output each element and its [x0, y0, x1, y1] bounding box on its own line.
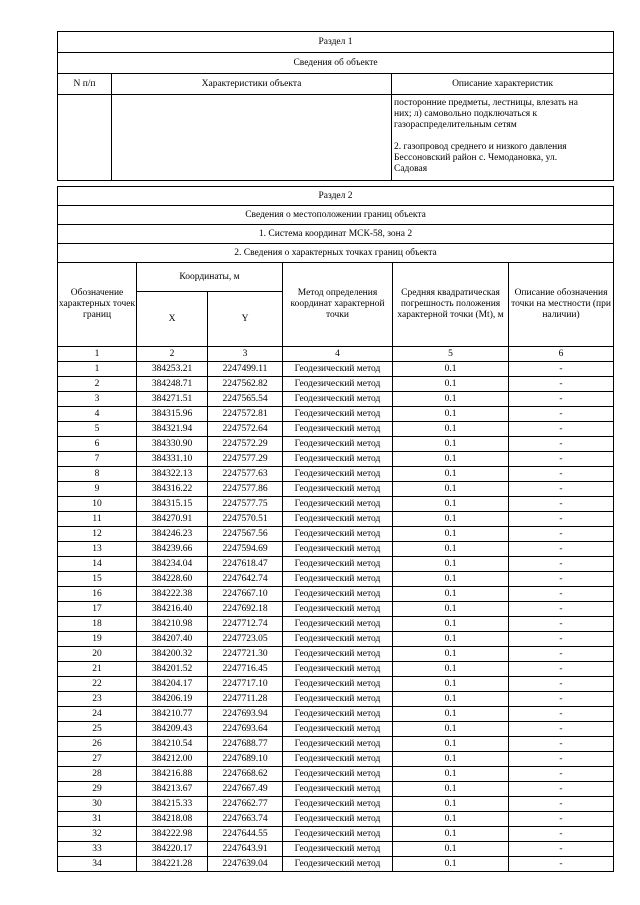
mt-cell: 0.1 — [393, 542, 509, 557]
description-cell: - — [509, 602, 614, 617]
mt-cell: 0.1 — [393, 437, 509, 452]
col-header-number: N п/п — [58, 74, 112, 95]
description-line: них; л) самовольно подключаться к — [394, 109, 538, 119]
description-cell: - — [509, 392, 614, 407]
description-cell: - — [509, 422, 614, 437]
coord-x: 384316.22 — [137, 482, 208, 497]
coord-x: 384213.67 — [137, 782, 208, 797]
coord-system: 1. Система координат МСК-58, зона 2 — [58, 225, 614, 244]
header-y: Y — [208, 292, 283, 347]
method-cell: Геодезический метод — [283, 797, 393, 812]
method-cell: Геодезический метод — [283, 407, 393, 422]
method-cell: Геодезический метод — [283, 662, 393, 677]
table-row — [58, 572, 614, 587]
point-number: 4 — [58, 407, 137, 422]
coord-x: 384215.33 — [137, 797, 208, 812]
point-number: 16 — [58, 587, 137, 602]
description-cell: - — [509, 617, 614, 632]
section2-title: Раздел 2 — [58, 187, 614, 206]
coord-x: 384234.04 — [137, 557, 208, 572]
method-cell: Геодезический метод — [283, 392, 393, 407]
table-row — [58, 482, 614, 497]
point-number: 34 — [58, 857, 137, 872]
description-cell: - — [509, 842, 614, 857]
mt-cell: 0.1 — [393, 737, 509, 752]
point-number: 27 — [58, 752, 137, 767]
point-number: 11 — [58, 512, 137, 527]
description-cell: - — [509, 812, 614, 827]
coord-x: 384210.98 — [137, 617, 208, 632]
header-coordinates: Координаты, м — [137, 263, 283, 292]
method-cell: Геодезический метод — [283, 557, 393, 572]
mt-cell: 0.1 — [393, 707, 509, 722]
section1-subtitle: Сведения об объекте — [58, 53, 614, 74]
coord-y: 2247667.10 — [208, 587, 283, 602]
coord-y: 2247662.77 — [208, 797, 283, 812]
coord-x: 384239.66 — [137, 542, 208, 557]
method-cell: Геодезический метод — [283, 587, 393, 602]
description-cell: - — [509, 497, 614, 512]
method-cell: Геодезический метод — [283, 572, 393, 587]
method-cell: Геодезический метод — [283, 812, 393, 827]
table-row — [58, 752, 614, 767]
coord-y: 2247577.63 — [208, 467, 283, 482]
point-number: 5 — [58, 422, 137, 437]
coord-y: 2247712.74 — [208, 617, 283, 632]
column-number: 5 — [393, 347, 509, 362]
coord-y: 2247618.47 — [208, 557, 283, 572]
coord-y: 2247723.05 — [208, 632, 283, 647]
mt-cell: 0.1 — [393, 482, 509, 497]
mt-cell: 0.1 — [393, 392, 509, 407]
coord-y: 2247693.94 — [208, 707, 283, 722]
mt-cell: 0.1 — [393, 617, 509, 632]
mt-cell: 0.1 — [393, 767, 509, 782]
coord-x: 384248.71 — [137, 377, 208, 392]
description-cell: - — [509, 512, 614, 527]
coord-y: 2247642.74 — [208, 572, 283, 587]
mt-cell: 0.1 — [393, 842, 509, 857]
coord-x: 384204.17 — [137, 677, 208, 692]
description-line: 2. газопровод среднего и низкого давления — [394, 142, 567, 152]
coord-y: 2247577.75 — [208, 497, 283, 512]
col-header-characteristics: Характеристики объекта — [112, 74, 392, 95]
point-number: 6 — [58, 437, 137, 452]
mt-cell: 0.1 — [393, 587, 509, 602]
mt-cell: 0.1 — [393, 467, 509, 482]
table-row — [58, 662, 614, 677]
coord-x: 384216.88 — [137, 767, 208, 782]
table-row — [58, 587, 614, 602]
coord-x: 384253.21 — [137, 362, 208, 377]
table-row — [58, 692, 614, 707]
column-numbers-row — [58, 347, 614, 362]
point-number: 1 — [58, 362, 137, 377]
coord-y: 2247499.11 — [208, 362, 283, 377]
description-cell: - — [509, 557, 614, 572]
point-number: 20 — [58, 647, 137, 662]
coord-x: 384220.17 — [137, 842, 208, 857]
method-cell: Геодезический метод — [283, 722, 393, 737]
point-number: 25 — [58, 722, 137, 737]
section2-table — [57, 186, 614, 872]
method-cell: Геодезический метод — [283, 482, 393, 497]
method-cell: Геодезический метод — [283, 617, 393, 632]
method-cell: Геодезический метод — [283, 857, 393, 872]
description-cell: - — [509, 797, 614, 812]
table-row — [58, 407, 614, 422]
coord-x: 384216.40 — [137, 602, 208, 617]
point-number: 18 — [58, 617, 137, 632]
point-number: 12 — [58, 527, 137, 542]
point-number: 24 — [58, 707, 137, 722]
table-row — [58, 557, 614, 572]
points-title: 2. Сведения о характерных точках границ объекта — [58, 244, 614, 263]
mt-cell: 0.1 — [393, 632, 509, 647]
description-cell: - — [509, 377, 614, 392]
coord-x: 384315.96 — [137, 407, 208, 422]
description-cell: - — [509, 782, 614, 797]
method-cell: Геодезический метод — [283, 632, 393, 647]
coord-x: 384201.52 — [137, 662, 208, 677]
coord-y: 2247721.30 — [208, 647, 283, 662]
method-cell: Геодезический метод — [283, 737, 393, 752]
section1-title: Раздел 1 — [58, 32, 614, 53]
coord-y: 2247663.74 — [208, 812, 283, 827]
coord-x: 384212.00 — [137, 752, 208, 767]
table-row — [58, 767, 614, 782]
method-cell: Геодезический метод — [283, 767, 393, 782]
table-row — [58, 842, 614, 857]
method-cell: Геодезический метод — [283, 602, 393, 617]
table-row — [58, 782, 614, 797]
table-row — [58, 392, 614, 407]
mt-cell: 0.1 — [393, 377, 509, 392]
coord-y: 2247572.64 — [208, 422, 283, 437]
table-row — [58, 677, 614, 692]
mt-cell: 0.1 — [393, 362, 509, 377]
description-cell: - — [509, 467, 614, 482]
column-number: 3 — [208, 347, 283, 362]
coord-x: 384221.28 — [137, 857, 208, 872]
mt-cell: 0.1 — [393, 692, 509, 707]
col-header-description: Описание характеристик — [392, 74, 614, 95]
description-line: газораспределительным сетям — [394, 120, 517, 130]
table-row — [58, 377, 614, 392]
mt-cell: 0.1 — [393, 452, 509, 467]
coord-y: 2247577.86 — [208, 482, 283, 497]
description-cell: - — [509, 452, 614, 467]
mt-cell: 0.1 — [393, 647, 509, 662]
coord-x: 384222.98 — [137, 827, 208, 842]
coord-y: 2247667.49 — [208, 782, 283, 797]
mt-cell: 0.1 — [393, 827, 509, 842]
method-cell: Геодезический метод — [283, 377, 393, 392]
mt-cell: 0.1 — [393, 512, 509, 527]
point-number: 14 — [58, 557, 137, 572]
point-number: 3 — [58, 392, 137, 407]
row-number-cell — [58, 95, 112, 181]
description-cell: - — [509, 767, 614, 782]
description-line: Бессоновский район с. Чемодановка, ул. — [394, 153, 558, 163]
point-number: 8 — [58, 467, 137, 482]
description-cell: - — [509, 572, 614, 587]
header-designation: Обозначение характерных точек границ — [58, 263, 137, 347]
method-cell: Геодезический метод — [283, 422, 393, 437]
description-cell: - — [509, 827, 614, 842]
table-row — [58, 452, 614, 467]
point-number: 7 — [58, 452, 137, 467]
header-method: Метод определения координат характерной точки — [283, 263, 393, 347]
description-cell: - — [509, 707, 614, 722]
coord-x: 384321.94 — [137, 422, 208, 437]
section2-subtitle: Сведения о местоположении границ объекта — [58, 206, 614, 225]
method-cell: Геодезический метод — [283, 542, 393, 557]
mt-cell: 0.1 — [393, 662, 509, 677]
header-description: Описание обозначения точки на местности (при наличии) — [509, 263, 614, 347]
mt-cell: 0.1 — [393, 812, 509, 827]
point-number: 33 — [58, 842, 137, 857]
coord-x: 384246.23 — [137, 527, 208, 542]
description-cell: - — [509, 407, 614, 422]
table-row — [58, 617, 614, 632]
coord-y: 2247577.29 — [208, 452, 283, 467]
column-number: 6 — [509, 347, 614, 362]
method-cell: Геодезический метод — [283, 467, 393, 482]
coord-x: 384228.60 — [137, 572, 208, 587]
method-cell: Геодезический метод — [283, 752, 393, 767]
column-number: 2 — [137, 347, 208, 362]
coord-y: 2247594.69 — [208, 542, 283, 557]
coord-x: 384209.43 — [137, 722, 208, 737]
coord-x: 384218.08 — [137, 812, 208, 827]
coord-x: 384200.32 — [137, 647, 208, 662]
point-number: 9 — [58, 482, 137, 497]
table-row — [58, 722, 614, 737]
point-number: 21 — [58, 662, 137, 677]
point-number: 17 — [58, 602, 137, 617]
description-cell: - — [509, 437, 614, 452]
point-number: 13 — [58, 542, 137, 557]
description-line: посторонние предметы, лестницы, влезать на — [394, 98, 578, 108]
mt-cell: 0.1 — [393, 752, 509, 767]
coord-y: 2247711.28 — [208, 692, 283, 707]
coord-x: 384210.54 — [137, 737, 208, 752]
coord-y: 2247565.54 — [208, 392, 283, 407]
coord-y: 2247717.10 — [208, 677, 283, 692]
coord-y: 2247689.10 — [208, 752, 283, 767]
coord-y: 2247572.29 — [208, 437, 283, 452]
mt-cell: 0.1 — [393, 677, 509, 692]
coord-x: 384271.51 — [137, 392, 208, 407]
coord-y: 2247716.45 — [208, 662, 283, 677]
mt-cell: 0.1 — [393, 602, 509, 617]
coord-y: 2247639.04 — [208, 857, 283, 872]
mt-cell: 0.1 — [393, 782, 509, 797]
mt-cell: 0.1 — [393, 422, 509, 437]
method-cell: Геодезический метод — [283, 647, 393, 662]
coord-y: 2247567.56 — [208, 527, 283, 542]
point-number: 19 — [58, 632, 137, 647]
method-cell: Геодезический метод — [283, 692, 393, 707]
description-cell: - — [509, 482, 614, 497]
point-number: 29 — [58, 782, 137, 797]
point-number: 32 — [58, 827, 137, 842]
mt-cell: 0.1 — [393, 572, 509, 587]
description-cell: - — [509, 587, 614, 602]
points-table-body — [58, 362, 614, 872]
table-row — [58, 812, 614, 827]
point-number: 10 — [58, 497, 137, 512]
description-cell: - — [509, 722, 614, 737]
table-row — [58, 632, 614, 647]
description-cell: - — [509, 692, 614, 707]
description-cell: - — [509, 632, 614, 647]
description-cell: - — [509, 527, 614, 542]
method-cell: Геодезический метод — [283, 362, 393, 377]
section1-table — [57, 31, 614, 181]
table-row — [58, 527, 614, 542]
point-number: 15 — [58, 572, 137, 587]
point-number: 2 — [58, 377, 137, 392]
coord-y: 2247644.55 — [208, 827, 283, 842]
mt-cell: 0.1 — [393, 557, 509, 572]
coord-y: 2247643.91 — [208, 842, 283, 857]
method-cell: Геодезический метод — [283, 782, 393, 797]
table-row — [58, 827, 614, 842]
coord-y: 2247562.82 — [208, 377, 283, 392]
method-cell: Геодезический метод — [283, 437, 393, 452]
column-number: 1 — [58, 347, 137, 362]
coord-y: 2247688.77 — [208, 737, 283, 752]
mt-cell: 0.1 — [393, 497, 509, 512]
header-x: X — [137, 292, 208, 347]
description-cell: - — [509, 752, 614, 767]
description-cell: - — [509, 647, 614, 662]
coord-x: 384322.13 — [137, 467, 208, 482]
method-cell: Геодезический метод — [283, 707, 393, 722]
coord-y: 2247570.51 — [208, 512, 283, 527]
table-row — [58, 707, 614, 722]
table-row — [58, 437, 614, 452]
coord-x: 384207.40 — [137, 632, 208, 647]
table-row — [58, 512, 614, 527]
row-description-cell — [392, 95, 614, 181]
coord-x: 384206.19 — [137, 692, 208, 707]
method-cell: Геодезический метод — [283, 527, 393, 542]
point-number: 26 — [58, 737, 137, 752]
description-cell: - — [509, 542, 614, 557]
mt-cell: 0.1 — [393, 407, 509, 422]
coord-x: 384270.91 — [137, 512, 208, 527]
table-row — [58, 422, 614, 437]
method-cell: Геодезический метод — [283, 497, 393, 512]
method-cell: Геодезический метод — [283, 842, 393, 857]
row-characteristics-cell — [112, 95, 392, 181]
table-row — [58, 602, 614, 617]
mt-cell: 0.1 — [393, 857, 509, 872]
description-cell: - — [509, 677, 614, 692]
point-number: 30 — [58, 797, 137, 812]
description-line: Садовая — [394, 164, 428, 174]
coord-y: 2247572.81 — [208, 407, 283, 422]
mt-cell: 0.1 — [393, 527, 509, 542]
method-cell: Геодезический метод — [283, 452, 393, 467]
description-cell: - — [509, 662, 614, 677]
coord-y: 2247693.64 — [208, 722, 283, 737]
mt-cell: 0.1 — [393, 797, 509, 812]
table-row — [58, 737, 614, 752]
description-cell: - — [509, 362, 614, 377]
coord-x: 384315.15 — [137, 497, 208, 512]
table-row — [58, 542, 614, 557]
mt-cell: 0.1 — [393, 722, 509, 737]
description-cell: - — [509, 737, 614, 752]
description-cell: - — [509, 857, 614, 872]
coord-x: 384222.38 — [137, 587, 208, 602]
point-number: 22 — [58, 677, 137, 692]
method-cell: Геодезический метод — [283, 677, 393, 692]
point-number: 28 — [58, 767, 137, 782]
coord-x: 384210.77 — [137, 707, 208, 722]
coord-y: 2247692.18 — [208, 602, 283, 617]
point-number: 31 — [58, 812, 137, 827]
method-cell: Геодезический метод — [283, 827, 393, 842]
method-cell: Геодезический метод — [283, 512, 393, 527]
table-row — [58, 362, 614, 377]
table-row — [58, 797, 614, 812]
table-row — [58, 467, 614, 482]
column-number: 4 — [283, 347, 393, 362]
table-row — [58, 857, 614, 872]
coord-y: 2247668.62 — [208, 767, 283, 782]
coord-x: 384330.90 — [137, 437, 208, 452]
point-number: 23 — [58, 692, 137, 707]
table-row — [58, 647, 614, 662]
coord-x: 384331.10 — [137, 452, 208, 467]
header-error: Средняя квадратическая погрешность положения характерной точки (Mt), м — [393, 263, 509, 347]
table-row — [58, 497, 614, 512]
